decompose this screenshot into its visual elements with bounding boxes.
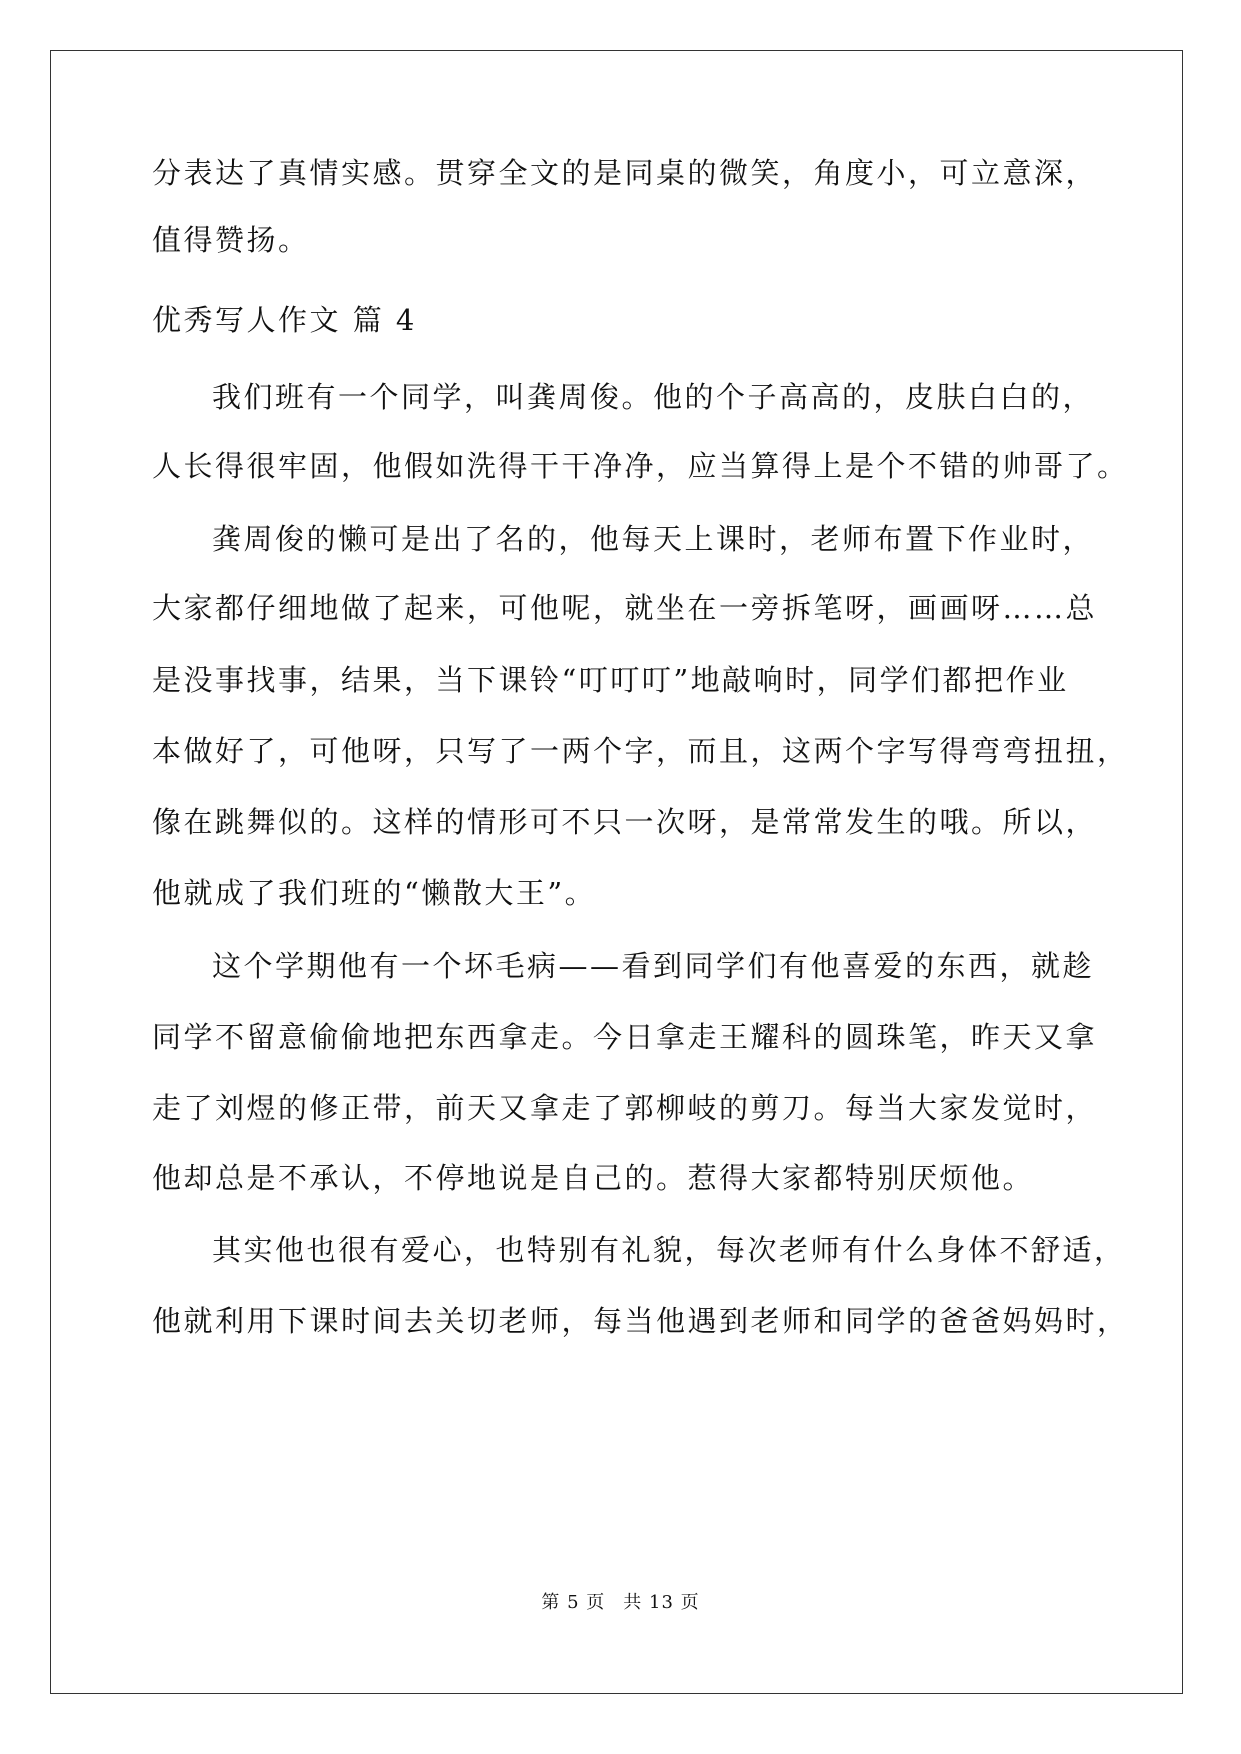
text-line: 是没事找事，结果，当下课铃“叮叮叮”地敲响时，同学们都把作业 bbox=[152, 663, 1069, 697]
text-line: 本做好了，可他呀，只写了一两个字，而且，这两个字写得弯弯扭扭， bbox=[152, 734, 1129, 768]
paragraph-first-line: 龚周俊的懒可是出了名的，他每天上课时，老师布置下作业时， bbox=[212, 522, 1095, 556]
text-line: 走了刘煜的修正带，前天又拿走了郭柳岐的剪刀。每当大家发觉时， bbox=[152, 1091, 1098, 1125]
text-line: 人长得很牢固，他假如洗得干干净净，应当算得上是个不错的帅哥了。 bbox=[152, 449, 1129, 483]
text-line: 他就利用下课时间去关切老师，每当他遇到老师和同学的爸爸妈妈时， bbox=[152, 1304, 1129, 1338]
text-line: 同学不留意偷偷地把东西拿走。今日拿走王耀科的圆珠笔，昨天又拿 bbox=[152, 1020, 1098, 1054]
paragraph-first-line: 我们班有一个同学，叫龚周俊。他的个子高高的，皮肤白白的， bbox=[212, 380, 1095, 414]
page-number: 第 5 页 bbox=[541, 1592, 606, 1613]
paragraph-first-line: 这个学期他有一个坏毛病——看到同学们有他喜爱的东西，就趁 bbox=[212, 949, 1095, 983]
text-line: 大家都仔细地做了起来，可他呢，就坐在一旁拆笔呀，画画呀……总 bbox=[152, 591, 1098, 625]
text-line: 分表达了真情实感。贯穿全文的是同桌的微笑，角度小，可立意深， bbox=[152, 156, 1098, 190]
page-border bbox=[50, 50, 1183, 1694]
text-line: 值得赞扬。 bbox=[152, 223, 310, 257]
page-footer bbox=[0, 1588, 1241, 1614]
paragraph-first-line: 其实他也很有爱心，也特别有礼貌，每次老师有什么身体不舒适， bbox=[212, 1233, 1126, 1267]
text-line: 他却总是不承认，不停地说是自己的。惹得大家都特别厌烦他。 bbox=[152, 1161, 1035, 1195]
page-total: 共 13 页 bbox=[623, 1592, 700, 1613]
text-line: 像在跳舞似的。这样的情形可不只一次呀，是常常发生的哦。所以， bbox=[152, 805, 1098, 839]
section-heading: 优秀写人作文 篇 4 bbox=[152, 303, 417, 337]
text-line: 他就成了我们班的“懒散大王”。 bbox=[152, 876, 597, 910]
